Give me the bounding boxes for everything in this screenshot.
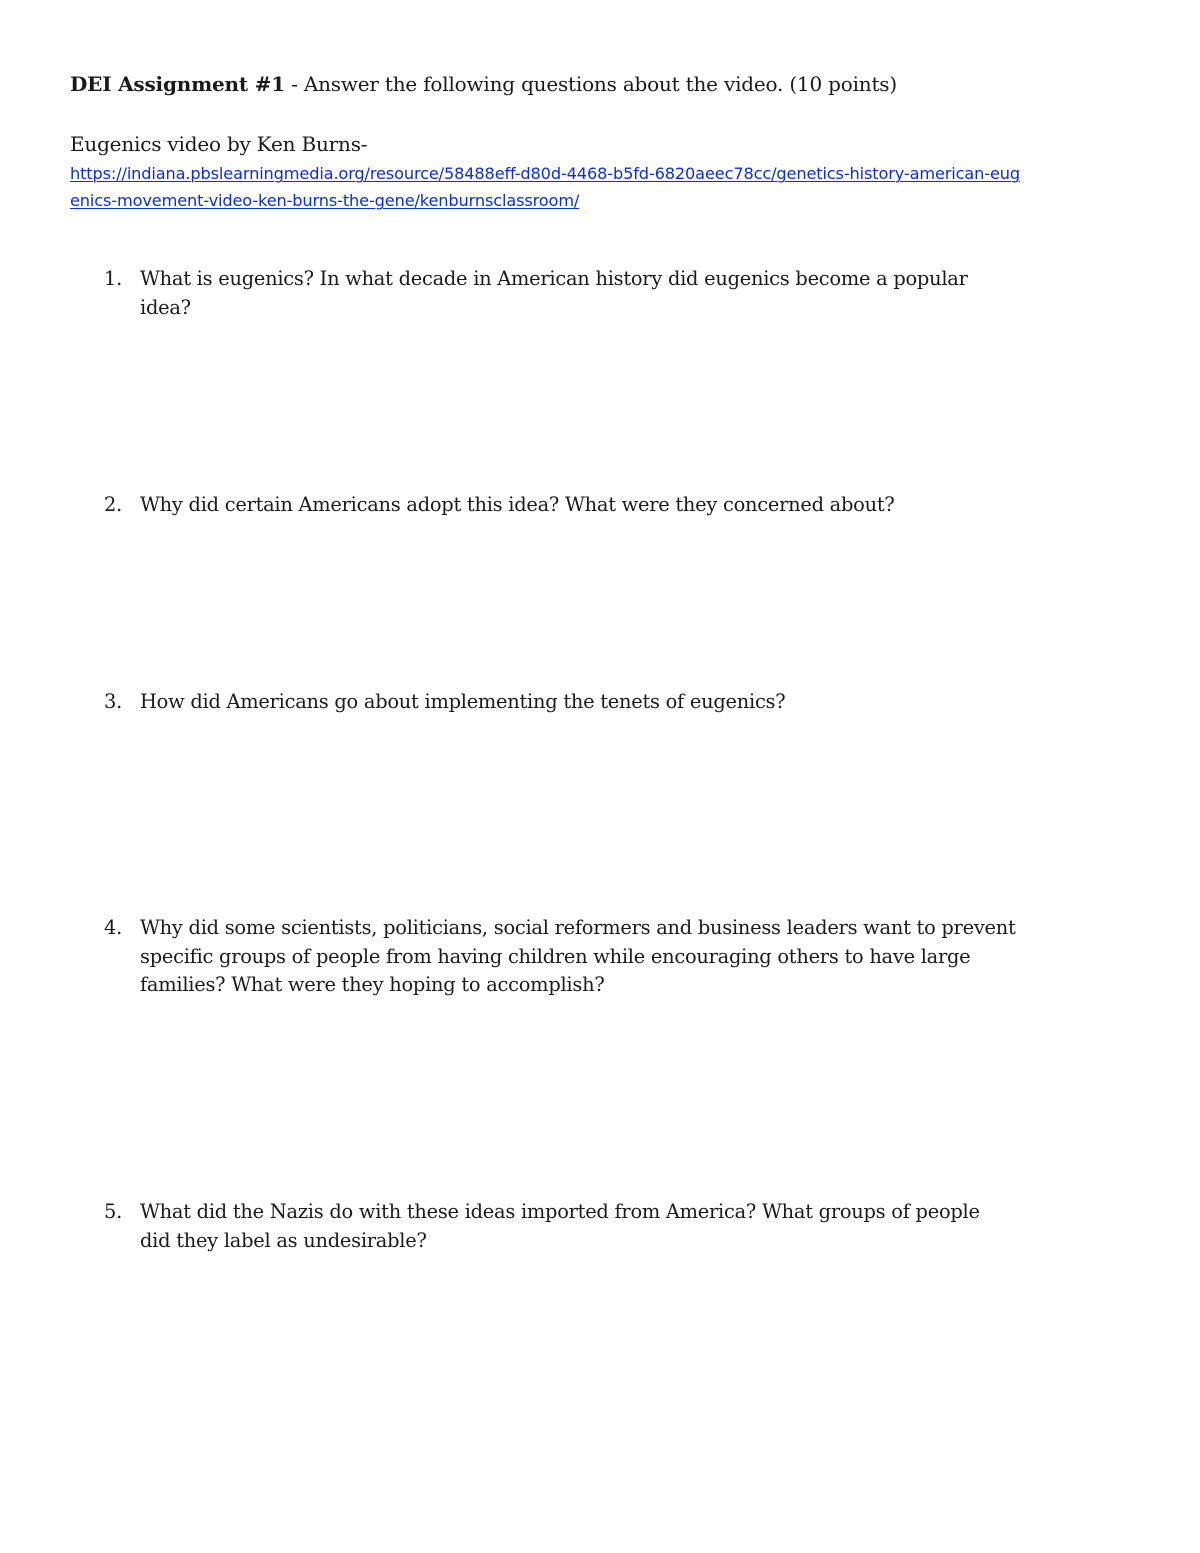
assignment-title (70, 72, 897, 96)
assignment-title-bold: DEI Assignment #1 (70, 72, 285, 96)
question-text (140, 914, 1144, 1000)
video-link-line-1[interactable]: https://indiana.pbslearningmedia.org/resource/58488eff-d80d-4468-b5fd-6820aeec78cc/genetics-history-american-eug (70, 164, 1020, 183)
question-number: 3. (104, 690, 123, 713)
question-text (140, 1198, 1144, 1255)
question-number: 1. (104, 267, 123, 290)
video-label: Eugenics video by Ken Burns- (70, 132, 368, 156)
video-link[interactable] (70, 160, 1130, 214)
question-line: specific groups of people from having children while encouraging others to have large (140, 944, 971, 968)
question-line: What did the Nazis do with these ideas imported from America? What groups of people (140, 1200, 980, 1223)
question-item (104, 688, 1144, 717)
question-item (104, 914, 1144, 1000)
question-item (104, 491, 1144, 520)
question-item (104, 265, 1144, 322)
question-line: idea? (140, 295, 191, 319)
assignment-instructions: - Answer the following questions about the video. (10 points) (284, 72, 897, 96)
question-line: did they label as undesirable? (140, 1228, 427, 1252)
question-line: Why did some scientists, politicians, social reformers and business leaders want to prevent (140, 916, 1016, 939)
question-line: Why did certain Americans adopt this idea? What were they concerned about? (140, 493, 895, 516)
question-text (140, 265, 1144, 322)
video-link-line-2[interactable]: enics-movement-video-ken-burns-the-gene/kenburnsclassroom/ (70, 191, 580, 210)
question-line: families? What were they hoping to accomplish? (140, 973, 605, 996)
question-text (140, 688, 1144, 717)
question-text (140, 491, 1144, 520)
question-number: 5. (104, 1200, 123, 1223)
question-number: 2. (104, 493, 123, 516)
question-line: What is eugenics? In what decade in American history did eugenics become a popular (140, 267, 968, 290)
question-item (104, 1198, 1144, 1255)
question-line: How did Americans go about implementing the tenets of eugenics? (140, 690, 786, 713)
question-number: 4. (104, 916, 123, 939)
